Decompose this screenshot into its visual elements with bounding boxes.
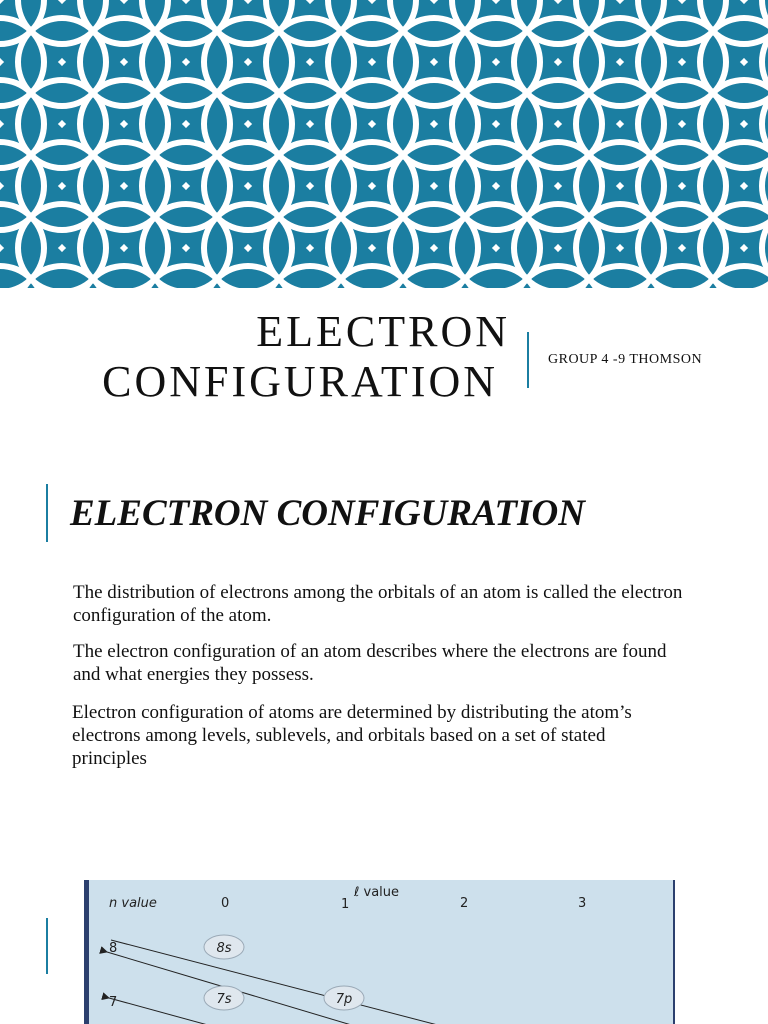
l-value-label: ℓ value [354,885,400,900]
paragraph-1: The distribution of electrons among the orbitals of an atom is called the electron configuration of the atom. [73,582,683,626]
paragraph-2: The electron configuration of an atom describes where the electrons are found and what energies they possess. [73,641,667,685]
l-value-0: 0 [221,896,230,911]
paragraph-3: Electron configuration of atoms are determined by distributing the atom’s electrons among levels, sublevels, and orbitals based on a set of stated principles [72,702,632,769]
l-value-1: 1 [341,897,350,912]
slide2-title: ELECTRON CONFIGURATION [70,493,586,534]
l-value-3: 3 [578,896,587,911]
slide2-accent-bar [46,484,48,542]
pattern-banner [0,0,768,288]
aufbau-diagram [84,880,675,1024]
l-value-2: 2 [460,896,469,911]
interlocking-circles-pattern [0,0,768,288]
orbital-7s [204,986,244,1010]
slide-title-line2: CONFIGURATION [102,357,498,406]
n-value-7: 7 [109,995,118,1010]
slide-subtitle: GROUP 4 -9 THOMSON [548,352,703,367]
slide3-accent-bar [46,918,48,974]
svg-text:8s: 8s [216,941,232,956]
svg-text:7s: 7s [216,992,232,1007]
title-slide [0,290,768,430]
arrow-line [111,940,649,1024]
orbital-8s [204,935,244,959]
slide-title-line1: ELECTRON [256,307,510,356]
n-value-label: n value [109,896,157,911]
title-divider [527,332,529,388]
n-value-8: 8 [109,941,118,956]
arrow-line [109,998,519,1024]
aufbau-diagram-svg [89,880,673,1024]
svg-text:7p: 7p [335,992,353,1007]
orbital-7p [324,986,364,1010]
